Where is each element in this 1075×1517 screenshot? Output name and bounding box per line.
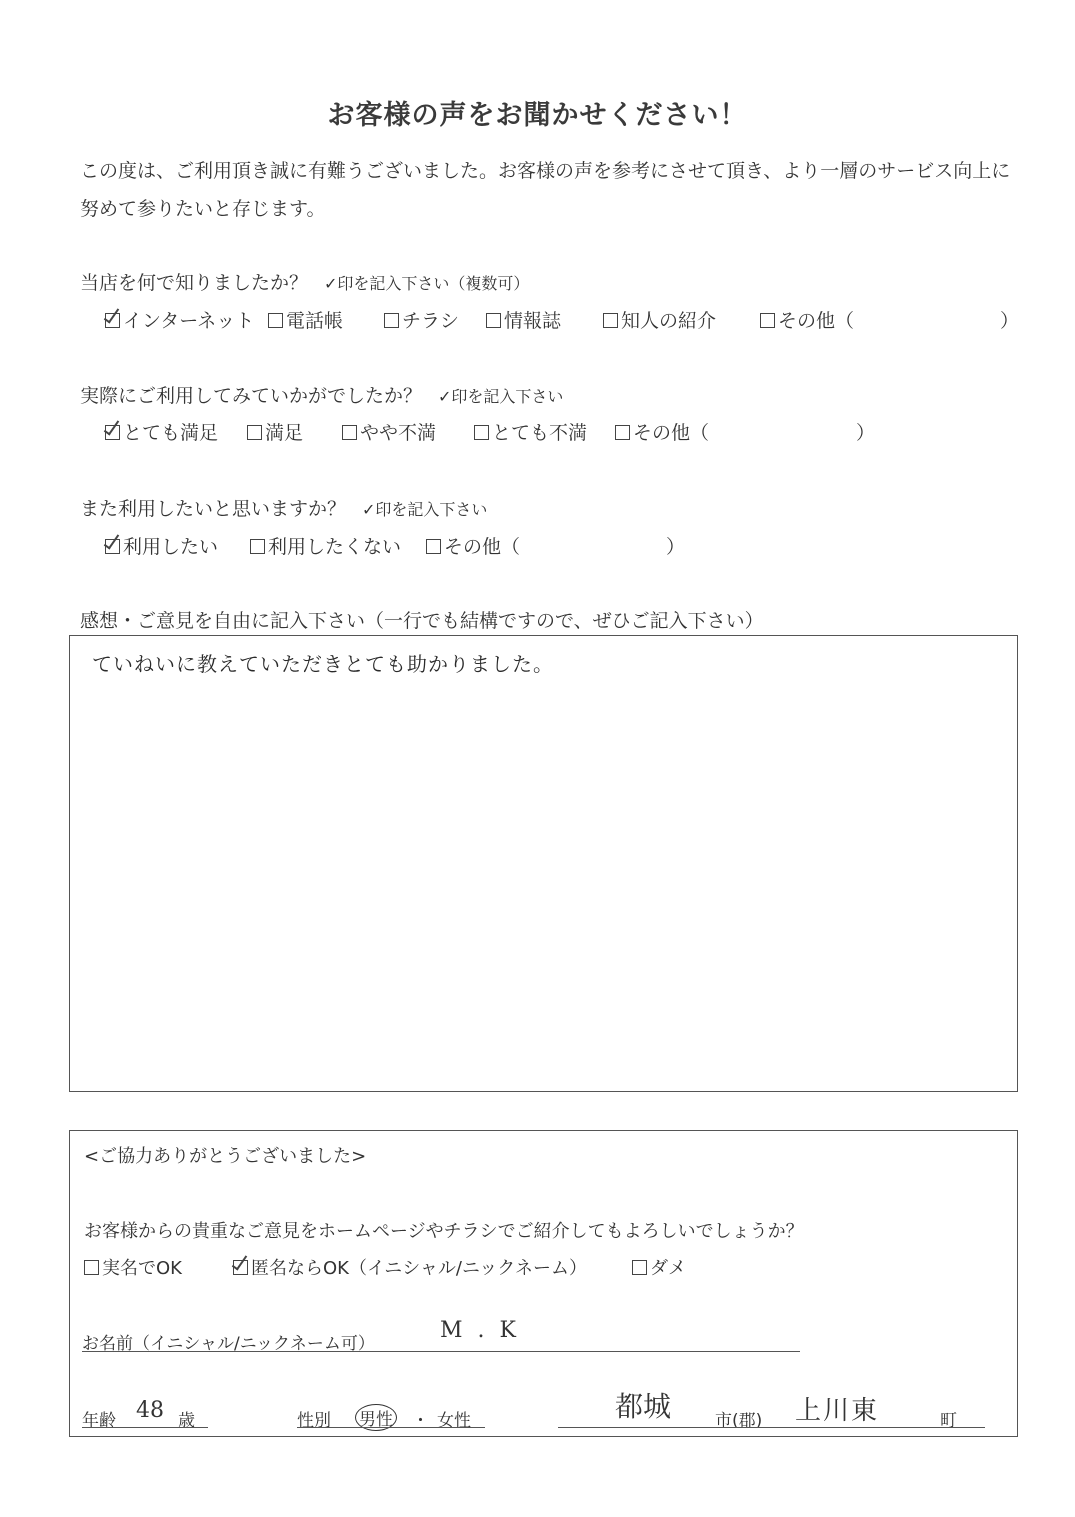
q1-hint: ✓印を記入下さい（複数可）: [324, 274, 530, 293]
checkbox-icon[interactable]: [632, 1260, 647, 1275]
consent-option-real-name[interactable]: [84, 1254, 182, 1280]
checkbox-icon[interactable]: [615, 425, 630, 440]
comment-handwritten: ていねいに教えていただきとても助かりました。: [92, 652, 554, 676]
age-unit: 歳: [178, 1411, 195, 1431]
checkbox-icon[interactable]: [84, 1260, 99, 1275]
checkbox-icon[interactable]: [474, 425, 489, 440]
q2-question-text: 実際にご利用してみていかがでしたか？: [80, 385, 423, 407]
checkbox-checked-icon[interactable]: [105, 539, 120, 554]
q3-option-yes[interactable]: [105, 532, 218, 559]
q3-question: [80, 494, 487, 521]
age-label: 年齢: [82, 1411, 116, 1431]
checkbox-icon[interactable]: [760, 313, 775, 328]
q3-option-label: その他（: [444, 536, 521, 558]
name-label: お名前（イニシャル/ニックネーム可）: [82, 1334, 375, 1354]
q1-option-magazine[interactable]: [486, 306, 561, 333]
q1-option-internet[interactable]: [105, 306, 254, 333]
checkbox-checked-icon[interactable]: [105, 425, 120, 440]
city-label: 市(郡): [715, 1411, 763, 1431]
q1-option-phonebook[interactable]: [268, 306, 343, 333]
q2-option-somewhat-dissatisfied[interactable]: [342, 418, 436, 445]
town-value: 上川東: [795, 1396, 880, 1426]
thanks-heading: <ご協力ありがとうございました>: [84, 1146, 367, 1167]
q1-option-label: その他（: [778, 310, 855, 332]
q2-option-label: とても不満: [492, 422, 588, 444]
checkbox-checked-icon[interactable]: [105, 313, 120, 328]
q2-option-satisfied[interactable]: [247, 418, 303, 445]
age-value: 48: [136, 1398, 164, 1423]
q2-option-label: やや不満: [360, 422, 437, 444]
consent-option-no[interactable]: [632, 1254, 686, 1280]
q1-option-flyer[interactable]: [384, 306, 459, 333]
q3-option-other[interactable]: [426, 532, 520, 559]
q3-option-no[interactable]: [250, 532, 401, 559]
comment-textarea[interactable]: [69, 635, 1018, 1092]
q2-option-label: 満足: [265, 422, 304, 444]
gender-male-circled: 男性: [355, 1404, 397, 1431]
comment-label: 感想・ご意見を自由に記入下さい（一行でも結構ですので、ぜひご記入下さい）: [80, 610, 764, 632]
q1-question: [80, 268, 529, 295]
q1-question-text: 当店を何で知りましたか？: [80, 272, 309, 294]
intro-text: この度は、ご利用頂き誠に有難うございました。お客様の声を参考にさせて頂き、より一層のサービス向上に努めて参りたいと存じます。: [80, 160, 1011, 220]
q1-paren-close: ）: [1000, 310, 1020, 332]
page-title: お客様の声をお聞かせください！: [327, 100, 748, 131]
name-value: M . K: [440, 1318, 520, 1343]
checkbox-icon[interactable]: [426, 539, 441, 554]
checkbox-icon[interactable]: [384, 313, 399, 328]
town-label: 町: [940, 1411, 957, 1431]
checkbox-checked-icon[interactable]: [233, 1260, 248, 1275]
q1-option-label: インターネット: [123, 310, 255, 332]
q2-hint: ✓印を記入下さい: [438, 387, 564, 406]
q3-option-label: 利用したい: [123, 536, 219, 558]
q1-option-label: 情報誌: [504, 310, 562, 332]
q2-option-label: とても満足: [123, 422, 219, 444]
q2-option-label: その他（: [633, 422, 710, 444]
q2-question: [80, 381, 563, 408]
q2-paren-close: ）: [856, 422, 876, 444]
checkbox-icon[interactable]: [486, 313, 501, 328]
checkbox-icon[interactable]: [247, 425, 262, 440]
q1-option-referral[interactable]: [603, 306, 716, 333]
consent-option-anonymous[interactable]: [233, 1254, 587, 1280]
q2-option-very-satisfied[interactable]: [105, 418, 218, 445]
q3-hint: ✓印を記入下さい: [362, 500, 488, 519]
checkbox-icon[interactable]: [268, 313, 283, 328]
checkbox-icon[interactable]: [342, 425, 357, 440]
gender-female[interactable]: 女性: [437, 1411, 471, 1431]
checkbox-icon[interactable]: [250, 539, 265, 554]
consent-question: お客様からの貴重なご意見をホームページやチラシでご紹介してもよろしいでしょうか？: [84, 1221, 804, 1242]
name-underline: [82, 1351, 800, 1352]
consent-option-label: 実名でOK: [102, 1258, 182, 1279]
q2-option-very-dissatisfied[interactable]: [474, 418, 587, 445]
q3-paren-close: ）: [666, 536, 686, 558]
consent-option-label: 匿名ならOK（イニシャル/ニックネーム）: [251, 1258, 588, 1279]
address-underline: [558, 1427, 985, 1428]
city-value: 都城: [615, 1390, 672, 1423]
q2-option-other[interactable]: [615, 418, 709, 445]
q3-option-label: 利用したくない: [268, 536, 402, 558]
checkbox-icon[interactable]: [603, 313, 618, 328]
q1-option-label: チラシ: [402, 310, 460, 332]
q1-option-other[interactable]: [760, 306, 854, 333]
gender-label: 性別: [297, 1411, 331, 1431]
gender-separator: ・: [412, 1411, 429, 1431]
q3-question-text: また利用したいと思いますか？: [80, 498, 347, 520]
q1-option-label: 知人の紹介: [621, 310, 717, 332]
q1-option-label: 電話帳: [286, 310, 344, 332]
gender-underline: [297, 1427, 485, 1428]
consent-option-label: ダメ: [650, 1258, 686, 1279]
age-underline: [82, 1427, 208, 1428]
